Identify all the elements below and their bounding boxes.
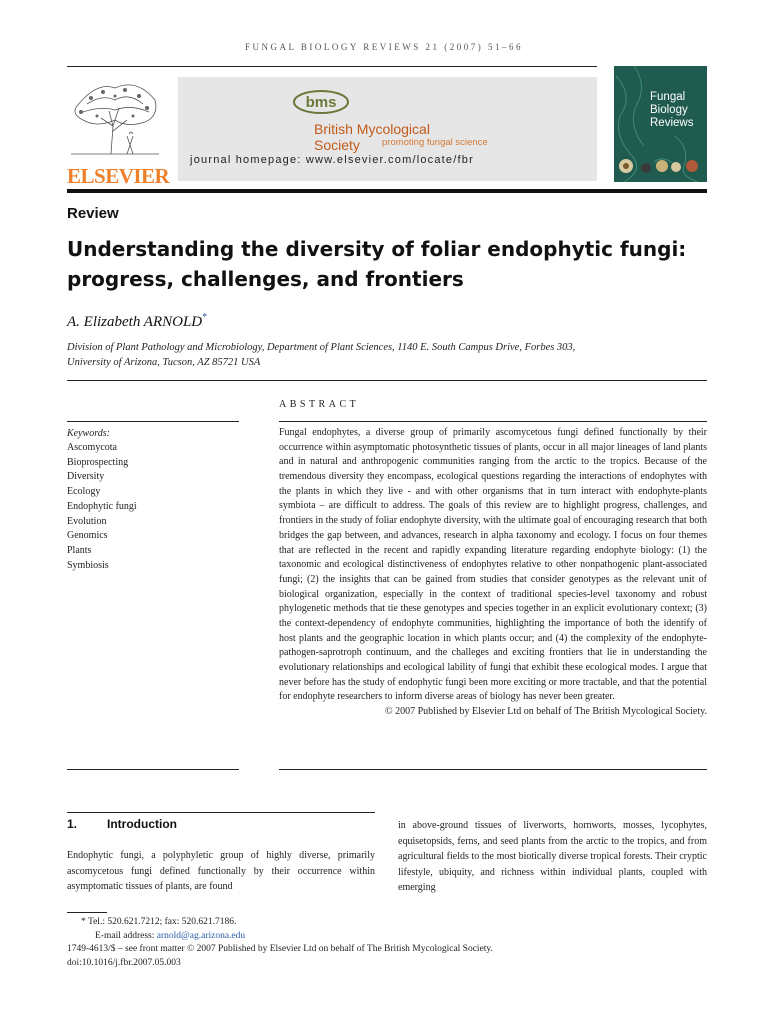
section-heading-introduction	[67, 817, 177, 831]
society-name-line1: British Mycological	[314, 121, 430, 137]
keyword-item: Endophytic fungi	[67, 500, 137, 512]
keyword-item: Ecology	[67, 486, 101, 498]
affiliation-rule	[67, 380, 707, 381]
body-column-right: in above-ground tissues of liverworts, hornworts, mosses, lycophytes, equisetopsids, ferns, and seed plants from the arctic to the tropics, and from agricultural fields to the most biotically diverse tropical forests. Their cryptic lifestyle, ubiquity, and richness within individual plants, coupled with emerging	[398, 820, 707, 893]
bms-logo	[292, 89, 350, 115]
keyword-item: Symbiosis	[67, 559, 109, 571]
elsevier-tree-logo	[67, 76, 163, 156]
keywords-heading: Keywords:	[67, 428, 110, 439]
abstract-text	[279, 426, 707, 720]
keywords-list	[67, 441, 137, 573]
affiliation-line2: University of Arizona, Tucson, AZ 85721 USA	[67, 357, 261, 368]
email-link[interactable]: arnold@ag.arizona.edu	[156, 930, 246, 941]
society-name-line2: Society	[314, 137, 360, 153]
footnote-email	[67, 930, 707, 944]
affiliation-line1: Division of Plant Pathology and Microbiology, Department of Plant Sciences, 1140 E. South Campus Drive, Forbes 303,	[67, 342, 576, 353]
keyword-item: Genomics	[67, 530, 108, 542]
footnote-doi[interactable]: doi:10.1016/j.fbr.2007.05.003	[67, 957, 181, 968]
article-title	[67, 234, 707, 294]
intro-rule	[67, 812, 375, 813]
bms-logo-text: bms	[305, 94, 337, 111]
keyword-item: Ascomycota	[67, 442, 117, 453]
title-line1: Understanding the diversity of foliar endophytic fungi:	[67, 237, 687, 261]
publisher-wordmark: ELSEVIER	[67, 164, 170, 188]
keyword-item: Bioprospecting	[67, 456, 129, 468]
section-number: 1.	[67, 817, 78, 831]
body-column-left: Endophytic fungi, a polyphyletic group of highly diverse, primarily ascomycetous fungi defined functionally by their occurrence within asymptomatic tissues of plants, are found	[67, 850, 375, 892]
author-name: A. Elizabeth ARNOLD	[67, 314, 203, 330]
corresponding-author-mark[interactable]: *	[202, 312, 208, 323]
keywords-top-rule	[67, 421, 239, 422]
banner-bottom-rule	[67, 189, 707, 193]
author	[67, 312, 207, 331]
abstract-copyright: © 2007 Published by Elsevier Ltd on behalf of The British Mycological Society.	[385, 706, 707, 718]
cover-title-line1: Fungal	[650, 91, 686, 103]
keyword-item: Plants	[67, 544, 92, 556]
keyword-item: Diversity	[67, 471, 105, 483]
cover-title	[650, 91, 705, 130]
affiliation	[67, 340, 687, 370]
article-type: Review	[67, 205, 119, 222]
cover-title-line3: Reviews	[650, 117, 694, 129]
journal-banner	[67, 70, 597, 188]
footnote-issn: 1749-4613/$ – see front matter © 2007 Published by Elsevier Ltd on behalf of The British Mycological Society.	[67, 944, 493, 954]
section-title: Introduction	[107, 817, 177, 831]
cover-title-line2: Biology	[650, 104, 688, 116]
keywords-bottom-rule	[67, 769, 239, 770]
abstract-bottom-rule	[279, 769, 707, 770]
footnote-tel: * Tel.: 520.621.7212; fax: 520.621.7186.	[81, 917, 237, 927]
title-line2: progress, challenges, and frontiers	[67, 267, 464, 291]
header-rule	[67, 66, 597, 67]
abstract-heading: ABSTRACT	[279, 399, 360, 410]
footnote-rule	[67, 912, 107, 913]
journal-cover	[614, 66, 707, 182]
email-label: E-mail address:	[95, 930, 155, 941]
abstract-top-rule	[279, 421, 707, 422]
footnotes	[67, 916, 707, 970]
abstract-body: Fungal endophytes, a diverse group of primarily ascomycetous fungi defined functionally by their occurrence within asymptomatic photosynthetic tissues of plants, occur in all major lineages of land plants and in natural and anthropogenic communities ranging from the arctic to the tropics. Because of the tremendous diversity they encompass, ecological questions regarding the interactions of endophytes with the plants in which they live - and with other organisms that in turn interact with endophyte-plants symbiota – are difficult to address. The goals of this review are to highlight progress, challenges, and frontiers in the study of foliar endophyte diversity, with the ultimate goal of encouraging research that both bridges the gap between, and advances, research in alpha taxonomy and ecology. I focus on four themes that are reflected in the recent and rapidly expanding literature regarding endophyte biology: (1) the taxonomic and ecological distinctiveness of endophytes relative to other nonpathogenic plant-associated fungi; (2) the insights that can be gained from studies that consider genotypes as the relevant unit of biological organization, especially in the context of traditional species-level taxonomy and robust phylogenetic methods that tie these genotypes and species together in an explicit evolutionary context; (3) the context-dependency of endophyte communities, highlighting the importance of both the identify of host plants and the geographic location in which plants occur; and (4) the complexity of the endophyte-pathogen-saprotroph continuum, and the challeges and exciting frontiers that lie in understanding the evolutionary relationships and ecological lability of fungi that exhibit these ecological modes. I argue that never before has the study of endophytic fungi been more exciting or more tractable, and that the potential for endophyte researchers to inform diverse areas of biology has never been greater.	[279, 427, 707, 703]
society-tagline: promoting fungal science	[382, 137, 488, 148]
keyword-item: Evolution	[67, 515, 107, 527]
journal-homepage[interactable]: journal homepage: www.elsevier.com/locate/fbr	[190, 154, 474, 166]
running-head: FUNGAL BIOLOGY REVIEWS 21 (2007) 51–66	[244, 42, 524, 52]
